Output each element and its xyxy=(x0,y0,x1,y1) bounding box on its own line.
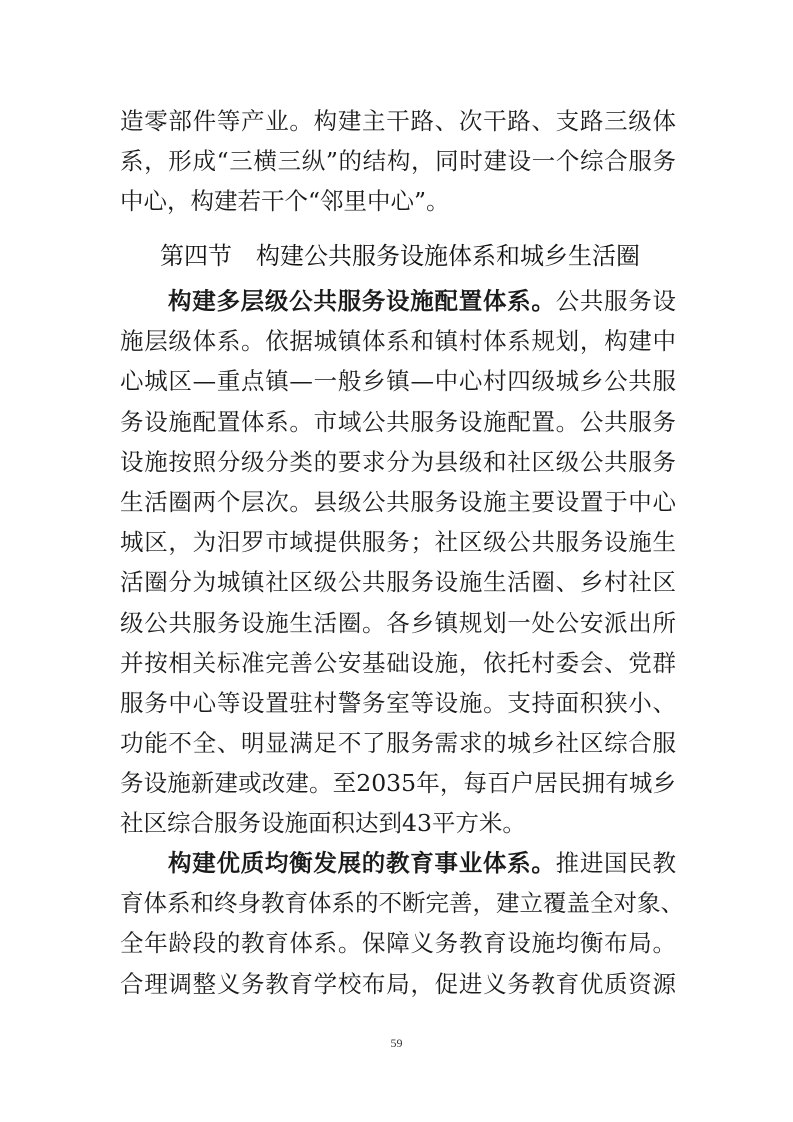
paragraph-first-line xyxy=(120,843,676,883)
section-heading xyxy=(160,236,640,276)
paragraph-lead: 构建多层级公共服务设施配置体系。 xyxy=(168,287,556,315)
text-line: 生活圈两个层次。县级公共服务设施主要设置于中心 xyxy=(120,487,676,516)
text-line: 施层级体系。依据城镇体系和镇村体系规划，构建中 xyxy=(120,327,676,356)
text-line: 造零部件等产业。构建主干路、次干路、支路三级体 xyxy=(120,107,676,135)
text-line: 设施按照分级分类的要求分为县级和社区级公共服务 xyxy=(120,447,676,476)
paragraph-lead: 构建优质均衡发展的教育事业体系。 xyxy=(168,849,556,877)
text-line: 功能不全、明显满足不了服务需求的城乡社区综合服 xyxy=(120,729,676,758)
paragraph-education-system xyxy=(120,843,684,1004)
text-line: 务设施新建或改建。至2035年，每百户居民拥有城乡 xyxy=(120,769,676,798)
text-line: 心城区—重点镇—一般乡镇—中心村四级城乡公共服 xyxy=(120,367,676,396)
text-line: 育体系和终身教育体系的不断完善，建立覆盖全对象、 xyxy=(120,889,684,918)
page-number: 59 xyxy=(390,1036,403,1050)
text-line: 并按相关标准完善公安基础设施，依托村委会、党群 xyxy=(120,648,676,677)
text-line: 务设施配置体系。市域公共服务设施配置。公共服务 xyxy=(120,407,676,436)
paragraph-text: 推进国民教 xyxy=(555,849,677,877)
text-line: 城区，为汨罗市域提供服务；社区级公共服务设施生 xyxy=(120,528,676,557)
text-line: 级公共服务设施生活圈。各乡镇规划一处公安派出所 xyxy=(120,608,676,637)
text-line: 活圈分为城镇社区级公共服务设施生活圈、乡村社区 xyxy=(120,568,676,597)
text-line: 社区综合服务设施面积达到43平方米。 xyxy=(120,809,526,838)
continuation-paragraph xyxy=(120,101,676,222)
text-line: 合理调整义务教育学校布局，促进义务教育优质资源 xyxy=(120,969,676,998)
text-line: 中心，构建若干个“邻里中心”。 xyxy=(120,187,450,216)
section-number: 第四节 xyxy=(160,242,232,270)
paragraph-text: 公共服务设 xyxy=(555,287,677,315)
paragraph-public-service-system xyxy=(120,281,676,844)
text-line: 服务中心等设置驻村警务室等设施。支持面积狭小、 xyxy=(120,688,676,717)
paragraph-first-line xyxy=(120,281,676,321)
section-title: 构建公共服务设施体系和城乡生活圈 xyxy=(256,242,640,270)
text-line: 全年龄段的教育体系。保障义务教育设施均衡布局。 xyxy=(120,929,676,958)
text-line: 系，形成“三横三纵”的结构，同时建设一个综合服务 xyxy=(120,147,676,176)
